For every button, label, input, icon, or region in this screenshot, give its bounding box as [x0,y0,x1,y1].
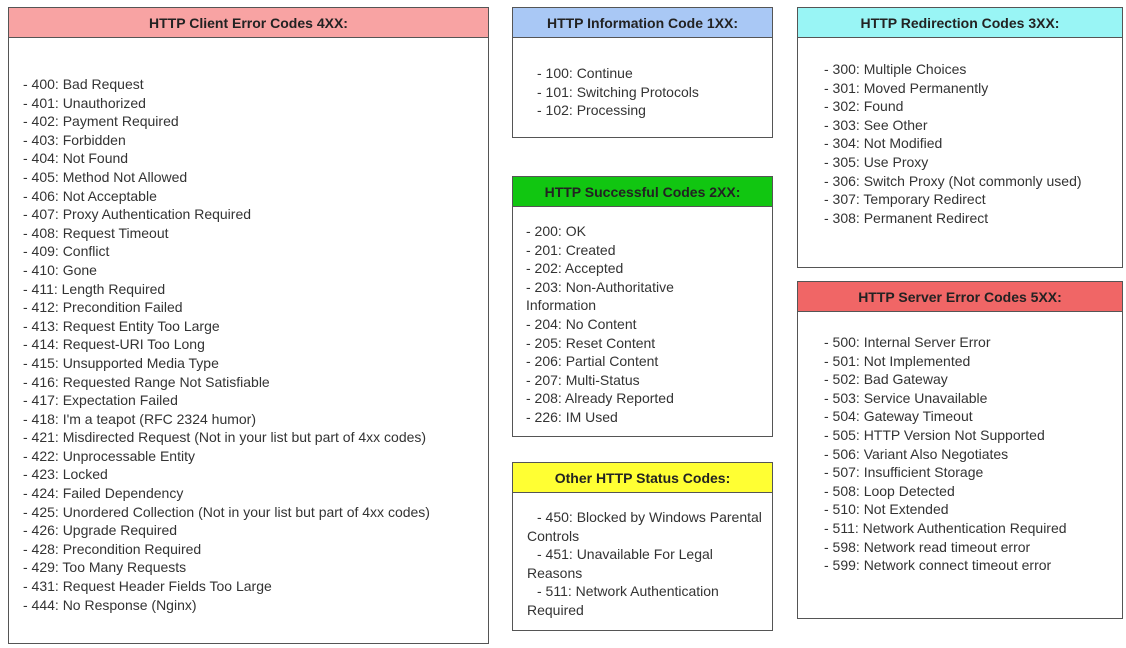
client-error-code-item: - 416: Requested Range Not Satisfiable [23,373,270,390]
other-code-item: - 451: Unavailable For Legal Reasons [527,546,713,581]
successful-codes-list [513,207,772,427]
redirection-code-item: - 306: Switch Proxy (Not commonly used) [824,172,1082,189]
client-error-code-item: - 426: Upgrade Required [23,522,178,539]
server-error-code-item: - 506: Variant Also Negotiates [824,445,1009,462]
client-error-code-item: - 431: Request Header Fields Too Large [23,578,272,595]
redirection-codes-list [798,38,1122,227]
redirection-code-item: - 304: Not Modified [824,135,943,152]
server-error-codes-list [798,312,1122,575]
client-error-codes-list [9,38,488,614]
client-error-code-item: - 424: Failed Dependency [23,485,184,502]
client-error-code-item: - 402: Payment Required [23,113,179,130]
server-error-code-item: - 505: HTTP Version Not Supported [824,426,1045,443]
redirection-code-item: - 300: Multiple Choices [824,61,967,77]
server-error-code-item: - 508: Loop Detected [824,482,955,499]
successful-code-item-wrapped [513,278,706,315]
successful-codes-title: HTTP Successful Codes 2XX: [513,177,772,207]
successful-code-item: - 202: Accepted [526,260,624,277]
server-error-codes-box [797,281,1123,619]
client-error-code-item: - 428: Precondition Required [23,540,202,557]
client-error-code-item: - 409: Conflict [23,243,110,260]
server-error-code-item: - 598: Network read timeout error [824,538,1031,555]
successful-code-item: - 203: Non-Authoritative Information [526,278,674,314]
client-error-code-item: - 425: Unordered Collection (Not in your list but part of 4xx codes) [23,503,430,520]
client-error-code-item: - 411: Length Required [23,280,166,297]
other-code-item: - 511: Network Authentication Required [527,583,719,618]
successful-code-item: - 208: Already Reported [526,390,674,407]
client-error-code-item: - 423: Locked [23,466,108,483]
client-error-code-item: - 429: Too Many Requests [23,559,187,576]
redirection-code-item: - 303: See Other [824,116,928,133]
other-codes-box [512,462,773,631]
information-code-item: - 101: Switching Protocols [537,83,699,100]
server-error-code-item: - 511: Network Authentication Required [824,519,1067,536]
client-error-code-item: - 422: Unprocessable Entity [23,447,195,464]
information-codes-title: HTTP Information Code 1XX: [513,8,772,38]
redirection-code-item: - 301: Moved Permanently [824,79,989,96]
client-error-code-item: - 417: Expectation Failed [23,392,178,409]
information-code-item: - 100: Continue [537,65,633,81]
server-error-code-item: - 510: Not Extended [824,501,949,518]
client-error-codes-title: HTTP Client Error Codes 4XX: [9,8,488,38]
redirection-code-item: - 307: Temporary Redirect [824,191,986,208]
client-error-code-item: - 415: Unsupported Media Type [23,354,219,371]
successful-code-item: - 226: IM Used [526,408,618,425]
server-error-code-item: - 599: Network connect timeout error [824,557,1052,574]
client-error-code-item: - 406: Not Acceptable [23,187,157,204]
successful-codes-box [512,176,773,437]
client-error-codes-box [8,7,489,644]
server-error-code-item: - 507: Insufficient Storage [824,464,984,481]
client-error-code-item: - 444: No Response (Nginx) [23,596,197,613]
successful-code-item: - 205: Reset Content [526,334,656,351]
successful-code-item: - 204: No Content [526,315,637,332]
server-error-code-item: - 504: Gateway Timeout [824,408,973,425]
other-codes-title: Other HTTP Status Codes: [513,463,772,493]
redirection-code-item: - 302: Found [824,98,904,115]
client-error-code-item: - 401: Unauthorized [23,94,146,111]
client-error-code-item: - 410: Gone [23,261,97,278]
redirection-code-item: - 305: Use Proxy [824,153,929,170]
other-code-item: - 450: Blocked by Windows Parental Controls [527,509,762,544]
client-error-code-item: - 421: Misdirected Request (Not in your list but part of 4xx codes) [23,429,427,446]
information-code-item: - 102: Processing [537,102,646,119]
client-error-code-item: - 418: I'm a teapot (RFC 2324 humor) [23,410,256,427]
server-error-code-item: - 500: Internal Server Error [824,334,991,350]
client-error-code-item: - 404: Not Found [23,150,129,167]
client-error-code-item: - 408: Request Timeout [23,224,169,241]
client-error-code-item: - 405: Method Not Allowed [23,168,188,185]
redirection-code-item: - 308: Permanent Redirect [824,209,989,226]
client-error-code-item: - 407: Proxy Authentication Required [23,206,252,223]
redirection-codes-box [797,7,1123,268]
server-error-code-item: - 502: Bad Gateway [824,371,948,388]
client-error-code-item: - 413: Request Entity Too Large [23,317,220,334]
successful-code-item: - 207: Multi-Status [526,371,640,388]
redirection-codes-title: HTTP Redirection Codes 3XX: [798,8,1122,38]
client-error-code-item: - 403: Forbidden [23,131,126,148]
information-codes-list [513,38,772,120]
server-error-codes-title: HTTP Server Error Codes 5XX: [798,282,1122,312]
successful-code-item: - 206: Partial Content [526,353,659,370]
successful-code-item: - 201: Created [526,241,616,258]
client-error-code-item: - 400: Bad Request [23,76,144,92]
server-error-code-item: - 501: Not Implemented [824,352,971,369]
information-codes-box [512,7,773,138]
client-error-code-item: - 412: Precondition Failed [23,299,183,316]
successful-code-item: - 200: OK [526,223,586,239]
other-codes-list [513,493,772,620]
client-error-code-item: - 414: Request-URI Too Long [23,336,205,353]
server-error-code-item: - 503: Service Unavailable [824,389,988,406]
